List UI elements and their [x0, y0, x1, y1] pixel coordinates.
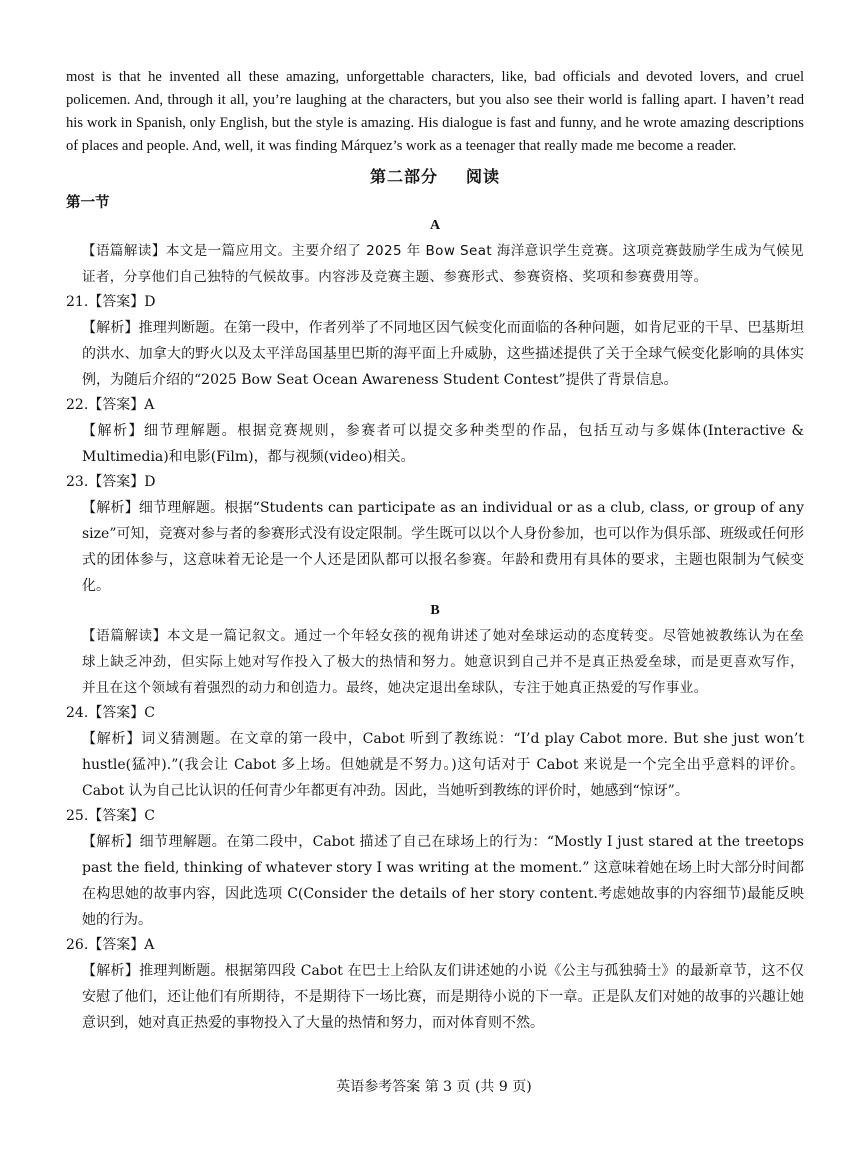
explanation-22: 【解析】细节理解题。根据竞赛规则，参赛者可以提交多种类型的作品，包括互动与多媒体(Interactive & Multimedia)和电影(Film)，都与视频(video)相关。 [82, 423, 804, 465]
intro-paragraph: most is that he invented all these amazing, unforgettable characters, like, bad officials and devoted lovers, and cruel policemen. And, through it all, you’re laughing at the characters, but you also see their world is falling apart. I haven’t read his work in Spanish, only English, but the style is amazing. His dialogue is fast and funny, and he wrote amazing descriptions of places and people. And, well, it was finding Márquez’s work as a teenager that really made me become a reader. [66, 69, 804, 154]
answer-22: 22.【答案】A [66, 397, 155, 413]
answer-23: 23.【答案】D [66, 474, 156, 490]
part-title-subject: 阅读 [466, 167, 501, 186]
explanation-24: 【解析】词义猜测题。在文章的第一段中，Cabot 听到了教练说：“I’d play Cabot more. But she just won’t hustle(猛冲).”(我会让 Cabot 多上场。但她就是不努力。)这句话对于 Cabot 来说是一个完全出乎意料的评价。Cabot 认为自己比认识的任何青少年都更有冲劲。因此，当她听到教练的评价时，她感到“惊讶”。 [82, 731, 804, 799]
passage-b-summary: 【语篇解读】本文是一篇记叙文。通过一个年轻女孩的视角讲述了她对垒球运动的态度转变。尽管她被教练认为在垒球上缺乏冲劲，但实际上她对写作投入了极大的热情和努力。她意识到自己并不是真正热爱垒球，而是更喜欢写作，并且在这个领域有着强烈的动力和创造力。最终，她决定退出垒球队，专注于她真正热爱的写作事业。 [82, 628, 804, 696]
answer-key-page [66, 66, 804, 1036]
explanation-21: 【解析】推理判断题。在第一段中，作者列举了不同地区因气候变化而面临的各种问题，如肯尼亚的干旱、巴基斯坦的洪水、加拿大的野火以及太平洋岛国基里巴斯的海平面上升威胁，这些描述提供了关于全球气候变化影响的具体实例，为随后介绍的“2025 Bow Seat Ocean Awareness Student Contest”提供了背景信息。 [82, 320, 804, 388]
explanation-26: 【解析】推理判断题。根据第四段 Cabot 在巴士上给队友们讲述她的小说《公主与孤独骑士》的最新章节，这不仅安慰了他们，还让他们有所期待，不是期待下一场比赛，而是期待小说的下一章。正是队友们对她的故事的兴趣让她意识到，她对真正热爱的事物投入了大量的热情和努力，而对体育则不然。 [82, 963, 804, 1031]
answer-25: 25.【答案】C [66, 808, 155, 824]
page-footer: 英语参考答案 第 3 页 (共 9 页) [336, 1079, 532, 1095]
passage-a-letter: A [429, 218, 441, 233]
answer-26: 26.【答案】A [66, 937, 155, 953]
part-title [66, 164, 804, 187]
passage-b-letter: B [430, 603, 440, 618]
passage-a-summary: 【语篇解读】本文是一篇应用文。主要介绍了 2025 年 Bow Seat 海洋意识学生竞赛。这项竞赛鼓励学生成为气候见证者，分享他们自己独特的气候故事。内容涉及竞赛主题、参赛形式、参赛资格、奖项和参赛费用等。 [82, 243, 804, 285]
section-label: 第一节 [66, 194, 110, 211]
answer-21: 21.【答案】D [66, 294, 156, 310]
explanation-23: 【解析】细节理解题。根据“Students can participate as an individual or as a club, class, or group of any size”可知，竞赛对参与者的参赛形式没有设定限制。学生既可以以个人身份参加，也可以作为俱乐部、班级或任何形式的团体参与，这意味着无论是一个人还是团队都可以报名参赛。年龄和费用有具体的要求，主题也限制为气候变化。 [82, 500, 804, 594]
answer-24: 24.【答案】C [66, 705, 155, 721]
part-title-number: 第二部分 [369, 167, 438, 186]
explanation-25: 【解析】细节理解题。在第二段中，Cabot 描述了自己在球场上的行为：“Mostly I just stared at the treetops past the field, thinking of whatever story I was writing at the moment.” 这意味着她在场上时大部分时间都在构思她的故事内容，因此选项 C(Consider the details of her story content.考虑她故事的内容细节)最能反映她的行为。 [82, 834, 804, 928]
